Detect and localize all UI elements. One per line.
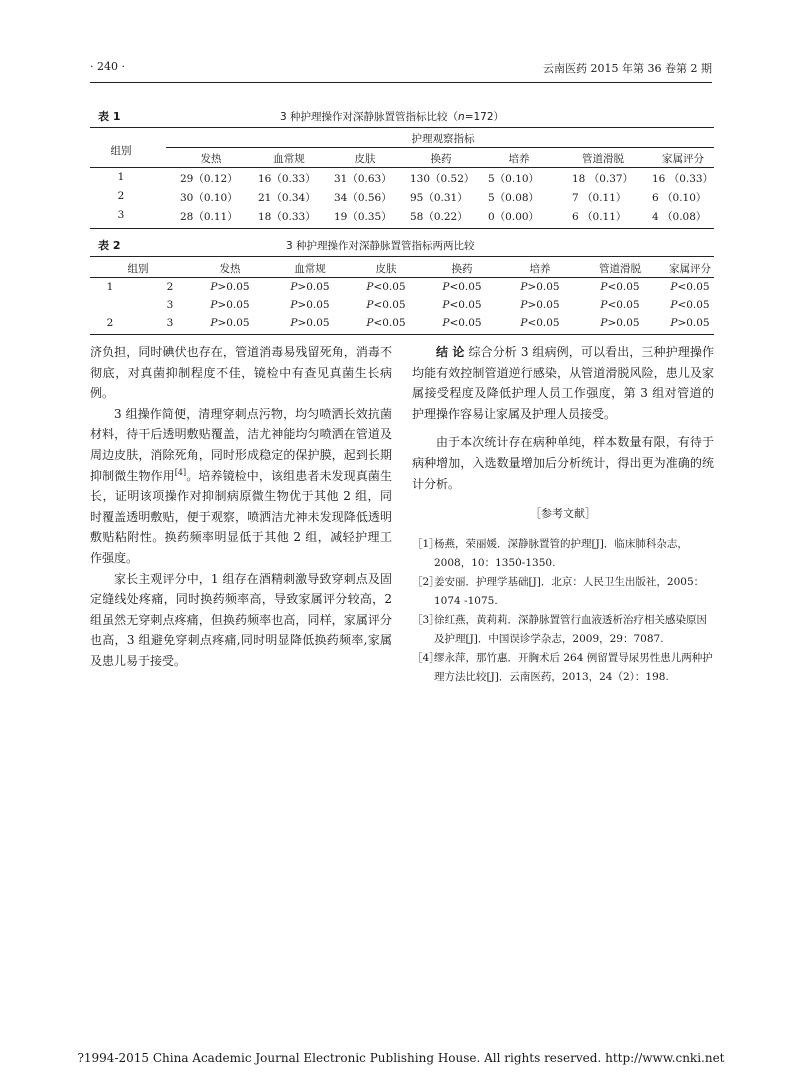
table2-top-rule	[90, 256, 714, 257]
table1-cell: 21（0.34）	[258, 192, 316, 204]
left-text-column	[90, 342, 392, 672]
table1-cell: 28（0.11）	[180, 211, 238, 223]
table1-cell: 58（0.22）	[410, 211, 468, 223]
reference-text: 姜安丽．护理学基础[J]．北京：人民卫生出版社，2005：1074 -1075.	[434, 575, 705, 607]
table1-row-group: 3	[117, 209, 125, 221]
reference-number: ［3］	[412, 613, 440, 626]
table2-cell: P>0.05	[520, 299, 560, 311]
table1-cell: 31（0.63）	[334, 173, 392, 185]
table2-row-group: 2	[106, 317, 114, 329]
reference-text: 缪永萍，那竹惠．开胸术后 264 例留置导尿男性患儿两种护理方法比较[J]．云南医药，2013，24（2）：198.	[434, 651, 713, 683]
table1-cell: 29（0.12）	[180, 173, 238, 185]
header-rule	[90, 82, 712, 83]
table1-col-header: 管道滑脱	[582, 153, 624, 165]
table1-col-header: 发热	[200, 153, 222, 165]
table1-group-header: 组别	[110, 145, 132, 157]
table1-cell: 6 （0.10）	[652, 192, 707, 204]
right-text-column	[412, 342, 714, 687]
table1-cell: 18 （0.37）	[572, 173, 634, 185]
page-number: · 240 ·	[90, 60, 125, 73]
table2-cell: P<0.05	[442, 317, 482, 329]
table2-cell: P<0.05	[600, 299, 640, 311]
table2-col-header: 皮肤	[375, 263, 397, 275]
table2-col-header: 家属评分	[669, 263, 711, 275]
table2-bottom-rule	[90, 334, 714, 335]
table2-row-group: 3	[166, 317, 174, 329]
reference-item	[412, 573, 714, 611]
table1-header-rule	[90, 167, 714, 168]
reference-text: 杨燕，荣丽媛．深静脉置管的护理[J]．临床肺科杂志，2008，10：1350-1350.	[434, 537, 688, 569]
table2-col-header: 血常规	[294, 263, 326, 275]
table2-cell: P>0.05	[290, 299, 330, 311]
journal-issue: 云南医药 2015 年第 36 卷第 2 期	[543, 62, 712, 75]
copyright-footer: ?1994-2015 China Academic Journal Electronic Publishing House. All rights reserved. http://www.cnki.net	[77, 1051, 725, 1065]
table2-cell: P<0.05	[670, 299, 710, 311]
table1-cell: 16 （0.33）	[652, 173, 714, 185]
table1-cell: 7 （0.11）	[572, 192, 627, 204]
table2-cell: P<0.05	[520, 317, 560, 329]
table1-cell: 5（0.10）	[488, 173, 540, 185]
citation-4: [4]	[174, 467, 187, 477]
table1-top-rule	[90, 127, 714, 128]
references-heading: ［参考文献］	[530, 507, 596, 521]
table1-col-header: 换药	[430, 153, 452, 165]
table2-cell: P>0.05	[520, 281, 560, 293]
table2-col-header: 换药	[451, 263, 473, 275]
table2-row-group: 3	[166, 299, 174, 311]
table1-cell: 16（0.33）	[258, 173, 316, 185]
reference-item	[412, 649, 714, 687]
table2-cell: P>0.05	[210, 317, 250, 329]
table2-cell: P>0.05	[290, 317, 330, 329]
table2-row-group: 1	[106, 281, 114, 293]
table2-col-header: 发热	[219, 263, 241, 275]
conclusion-heading: 结 论	[436, 345, 465, 359]
table1-bottom-rule	[90, 228, 714, 229]
table1-cell: 5（0.08）	[488, 192, 540, 204]
left-paragraph-1: 济负担，同时碘伏也存在，管道消毒易残留死角，消毒不彻底，对真菌抑制程度不佳，镜检中有查见真菌生长病例。	[90, 345, 392, 401]
table1-cell: 0（0.00）	[488, 211, 540, 223]
table1-label: 表 1	[98, 110, 121, 123]
table1-col-header: 家属评分	[662, 153, 704, 165]
table2-cell: P<0.05	[442, 281, 482, 293]
table2-header-rule	[90, 277, 714, 278]
table2-cell: P<0.05	[442, 299, 482, 311]
table2-row-group: 2	[166, 281, 174, 293]
table1-col-header: 血常规	[273, 153, 305, 165]
conclusion-paragraph: 结 论 综合分析 3 组病例，可以看出，三种护理操作均能有效控制管道逆行感染，从管道滑脱风险，患儿及家属接受程度及降低护理人员工作强度，第 3 组对管道的护理操作容易让家属及护理人员接受。	[412, 345, 714, 421]
table2-cell: P<0.05	[366, 299, 406, 311]
table1-cell: 130（0.52）	[410, 173, 475, 185]
table1-cell: 19（0.35）	[334, 211, 392, 223]
table2-label: 表 2	[98, 239, 121, 252]
table1-row-group: 1	[117, 171, 125, 183]
table1-cell: 4 （0.08）	[652, 211, 707, 223]
table1-cell: 34（0.56）	[334, 192, 392, 204]
table2-cell: P<0.05	[366, 317, 406, 329]
table1-col-header: 皮肤	[354, 153, 376, 165]
table1-cell: 6 （0.11）	[572, 211, 627, 223]
table2-col-header: 培养	[529, 263, 551, 275]
reference-item	[412, 535, 714, 573]
table1-col-header: 培养	[508, 153, 530, 165]
table2-title: 3 种护理操作对深静脉置管指标两两比较	[286, 240, 475, 252]
table1-span-rule	[166, 147, 714, 148]
left-paragraph-2: 3 组操作简便，清理穿刺点污物，均匀喷洒长效抗菌材料，待干后透明敷贴覆盖，洁尤神能均匀喷洒在管道及周边皮肤，消除死角，同时形成稳定的保护膜，起到长期抑制微生物作用[4]。培养镜检中，该组患者未发现真菌生长，证明该项操作对抑制病原微生物优于其他 2 组，同时覆盖透明敷贴，便于观察，喷洒洁尤神未发现降低透明敷贴粘附性。换药频率明显低于其他 2 组，减轻护理工作强度。	[90, 406, 392, 565]
table2-cell: P>0.05	[290, 281, 330, 293]
table1-cell: 95（0.31）	[410, 192, 468, 204]
table2-cell: P>0.05	[670, 317, 710, 329]
reference-text: 徐红燕，黄莉莉．深静脉置管行血液透析治疗相关感染原因及护理[J]．中国误诊学杂志，2009，29：7087.	[434, 613, 707, 645]
left-paragraph-3: 家长主观评分中，1 组存在酒精刺激导致穿刺点及固定缝线处疼痛，同时换药频率高，导致家属评分较高，2 组虽然无穿刺点疼痛，但换药频率也高，同样，家属评分也高，3 组避免穿刺点疼痛,同时明显降低换药频率,家属及患儿易于接受。	[90, 571, 392, 668]
references-list	[412, 535, 714, 687]
table2-cell: P>0.05	[210, 281, 250, 293]
reference-number: ［4］	[412, 651, 440, 664]
reference-number: ［1］	[412, 537, 440, 550]
right-paragraph-2: 由于本次统计存在病种单纯，样本数量有限，有待于病种增加，入选数量增加后分析统计，得出更为准确的统计分析。	[412, 435, 714, 491]
table1-title: 3 种护理操作对深静脉置管指标比较（n=172）	[280, 111, 505, 123]
table2-cell: P>0.05	[210, 299, 250, 311]
table1-cell: 30（0.10）	[180, 192, 238, 204]
table2-cell: P>0.05	[600, 317, 640, 329]
table1-cell: 18（0.33）	[258, 211, 316, 223]
reference-item	[412, 611, 714, 649]
table2-col-header: 管道滑脱	[599, 263, 641, 275]
table2-cell: P<0.05	[670, 281, 710, 293]
table2-cell: P<0.05	[366, 281, 406, 293]
table1-span-header: 护理观察指标	[411, 133, 475, 145]
table2-cell: P<0.05	[600, 281, 640, 293]
table2-group-header: 组别	[127, 263, 149, 275]
reference-number: ［2］	[412, 575, 440, 588]
table1-row-group: 2	[117, 190, 125, 202]
